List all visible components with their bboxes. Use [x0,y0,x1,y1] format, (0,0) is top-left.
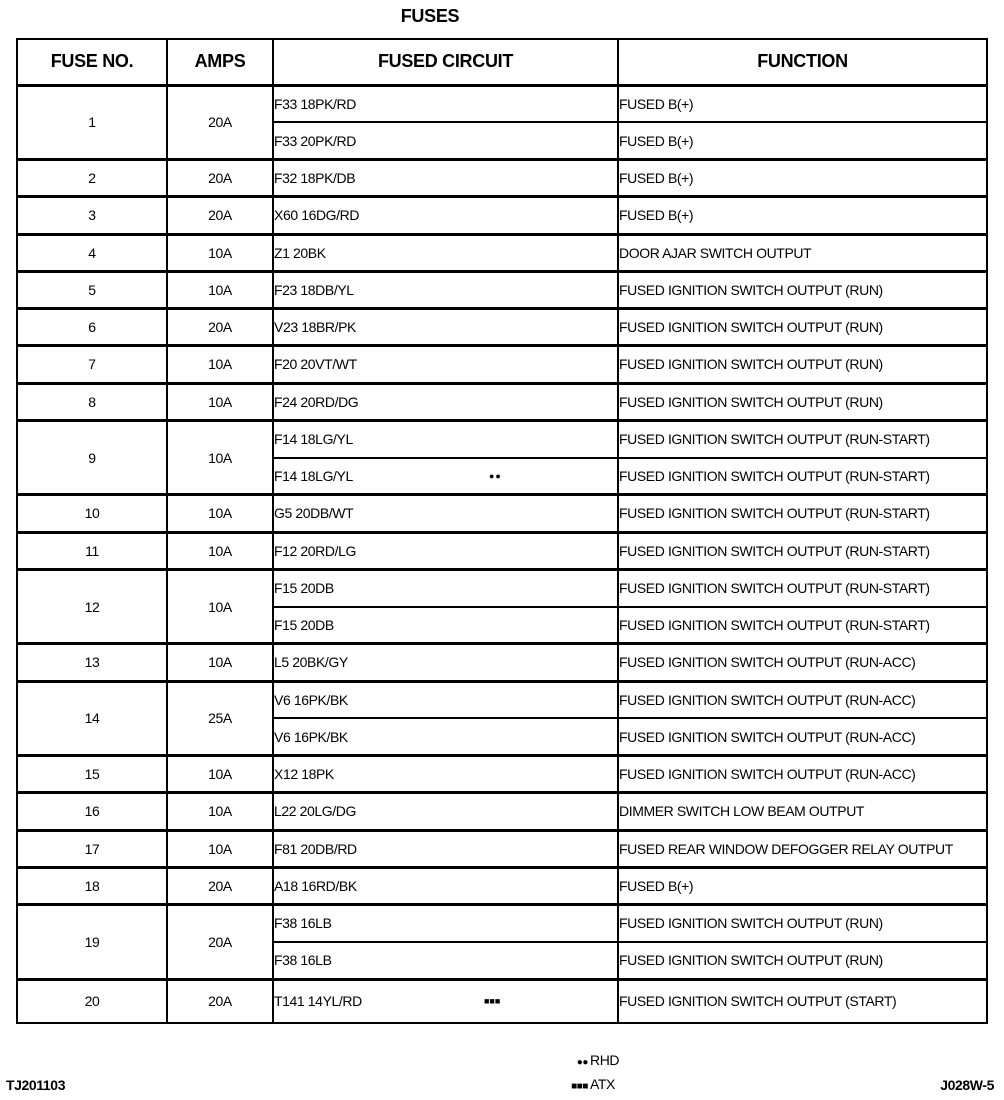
fuse-number: 2 [17,160,167,197]
table-row [17,85,987,122]
fused-circuit: F14 18LG/YL [274,467,353,484]
fused-circuit: X60 16DG/RD [273,197,618,234]
fuse-amps: 20A [167,85,273,160]
fuse-amps: 20A [167,867,273,904]
atx-symbol-icon: ■■■ [571,1081,588,1092]
fuse-amps: 20A [167,160,273,197]
table-row [17,830,987,867]
rhd-marker: ●● [489,470,502,481]
fuse-function: FUSED IGNITION SWITCH OUTPUT (RUN-START) [618,569,987,606]
fuse-amps: 10A [167,644,273,681]
fuse-number: 9 [17,420,167,495]
fuse-function: FUSED B(+) [618,160,987,197]
fuse-number: 4 [17,234,167,271]
header-amps: AMPS [167,39,273,85]
table-row [17,420,987,457]
fused-circuit: F12 20RD/LG [273,532,618,569]
fuse-number: 14 [17,681,167,756]
fuse-function: FUSED B(+) [618,867,987,904]
fuse-function: FUSED IGNITION SWITCH OUTPUT (RUN-ACC) [618,718,987,755]
legend-atx [560,1076,615,1092]
fuse-function: FUSED IGNITION SWITCH OUTPUT (RUN-ACC) [618,756,987,793]
fuse-function: FUSED IGNITION SWITCH OUTPUT (RUN-START) [618,495,987,532]
fuse-table [16,38,988,1024]
fuse-amps: 10A [167,346,273,383]
fused-circuit: F38 16LB [273,905,618,942]
fuse-function: FUSED IGNITION SWITCH OUTPUT (START) [618,979,987,1023]
header-fuse-no: FUSE NO. [17,39,167,85]
fuse-number: 19 [17,905,167,980]
atx-marker: ■■■ [484,996,501,1007]
fuse-number: 7 [17,346,167,383]
fuse-function: DOOR AJAR SWITCH OUTPUT [618,234,987,271]
fused-circuit: F33 20PK/RD [273,122,618,159]
fuse-amps: 25A [167,681,273,756]
legend-atx-label: ATX [590,1076,615,1092]
fused-circuit: V6 16PK/BK [273,681,618,718]
table-row [17,681,987,718]
fused-circuit: A18 16RD/BK [273,867,618,904]
table-row [17,905,987,942]
legend-rhd-label: RHD [590,1052,620,1068]
fuse-amps: 10A [167,793,273,830]
fused-circuit: L5 20BK/GY [273,644,618,681]
fused-circuit: F23 18DB/YL [273,271,618,308]
fused-circuit: F38 16LB [273,942,618,979]
fuse-amps: 10A [167,569,273,644]
fuse-number: 17 [17,830,167,867]
rhd-symbol-icon: ●● [576,1057,588,1068]
fuse-amps: 20A [167,197,273,234]
table-row [17,495,987,532]
fuse-number: 6 [17,309,167,346]
fuse-number: 15 [17,756,167,793]
figure-code-right: J028W-5 [940,1077,994,1093]
fuse-function: FUSED REAR WINDOW DEFOGGER RELAY OUTPUT [618,830,987,867]
fuse-function: FUSED IGNITION SWITCH OUTPUT (RUN-ACC) [618,644,987,681]
page-title: FUSES [400,6,460,26]
fuse-function: FUSED B(+) [618,197,987,234]
fuse-amps: 10A [167,532,273,569]
fused-circuit: F15 20DB [273,607,618,644]
fuse-function: FUSED IGNITION SWITCH OUTPUT (RUN-ACC) [618,681,987,718]
fuse-amps: 20A [167,979,273,1023]
fuse-amps: 10A [167,830,273,867]
table-row [17,346,987,383]
table-row [17,309,987,346]
fuse-number: 12 [17,569,167,644]
table-header-row [17,39,987,85]
table-row [17,383,987,420]
table-row [17,644,987,681]
fuse-function: FUSED B(+) [618,85,987,122]
fuse-function: FUSED IGNITION SWITCH OUTPUT (RUN-START) [618,420,987,457]
fused-circuit: F24 20RD/DG [273,383,618,420]
fused-circuit: T141 14YL/RD [274,993,362,1010]
fused-circuit: F32 18PK/DB [273,160,618,197]
fused-circuit: Z1 20BK [273,234,618,271]
fuse-function: FUSED IGNITION SWITCH OUTPUT (RUN-START) [618,458,987,495]
table-row [17,532,987,569]
fuse-amps: 10A [167,383,273,420]
table-row [17,234,987,271]
fused-circuit: F15 20DB [273,569,618,606]
fuse-function: FUSED IGNITION SWITCH OUTPUT (RUN-START) [618,532,987,569]
fuse-function: FUSED B(+) [618,122,987,159]
fuse-number: 10 [17,495,167,532]
fuse-function: FUSED IGNITION SWITCH OUTPUT (RUN) [618,346,987,383]
fused-circuit: F33 18PK/RD [273,85,618,122]
fuse-amps: 10A [167,271,273,308]
table-row [17,160,987,197]
table-row [17,793,987,830]
fuse-amps: 10A [167,756,273,793]
fuse-number: 3 [17,197,167,234]
fuse-amps: 10A [167,420,273,495]
legend-rhd [560,1052,619,1068]
fuse-amps: 20A [167,309,273,346]
fuse-number: 20 [17,979,167,1023]
table-row [17,271,987,308]
fused-circuit: G5 20DB/WT [273,495,618,532]
fuse-number: 8 [17,383,167,420]
header-fused-circuit: FUSED CIRCUIT [273,39,618,85]
table-row [17,979,987,1023]
header-function: FUNCTION [618,39,987,85]
fuse-function: FUSED IGNITION SWITCH OUTPUT (RUN-START) [618,607,987,644]
figure-code-left: TJ201103 [6,1077,66,1093]
table-row [17,867,987,904]
fuse-amps: 20A [167,905,273,980]
fuse-number: 11 [17,532,167,569]
fused-circuit: V23 18BR/PK [273,309,618,346]
fused-circuit: L22 20LG/DG [273,793,618,830]
fuse-number: 5 [17,271,167,308]
fuse-number: 13 [17,644,167,681]
fuse-number: 1 [17,85,167,160]
table-row [17,756,987,793]
fuse-function: DIMMER SWITCH LOW BEAM OUTPUT [618,793,987,830]
fuse-function: FUSED IGNITION SWITCH OUTPUT (RUN) [618,383,987,420]
fuse-function: FUSED IGNITION SWITCH OUTPUT (RUN) [618,942,987,979]
table-row [17,197,987,234]
fused-circuit: F81 20DB/RD [273,830,618,867]
fused-circuit: V6 16PK/BK [273,718,618,755]
fuse-function: FUSED IGNITION SWITCH OUTPUT (RUN) [618,271,987,308]
fused-circuit: F20 20VT/WT [273,346,618,383]
fused-circuit: X12 18PK [273,756,618,793]
fuse-number: 16 [17,793,167,830]
fuse-function: FUSED IGNITION SWITCH OUTPUT (RUN) [618,905,987,942]
fuse-function: FUSED IGNITION SWITCH OUTPUT (RUN) [618,309,987,346]
fused-circuit: F14 18LG/YL [273,420,618,457]
fused-circuit-cell [273,979,618,1023]
table-row [17,569,987,606]
fuse-amps: 10A [167,234,273,271]
fused-circuit-cell [273,458,618,495]
fuse-amps: 10A [167,495,273,532]
fuse-number: 18 [17,867,167,904]
